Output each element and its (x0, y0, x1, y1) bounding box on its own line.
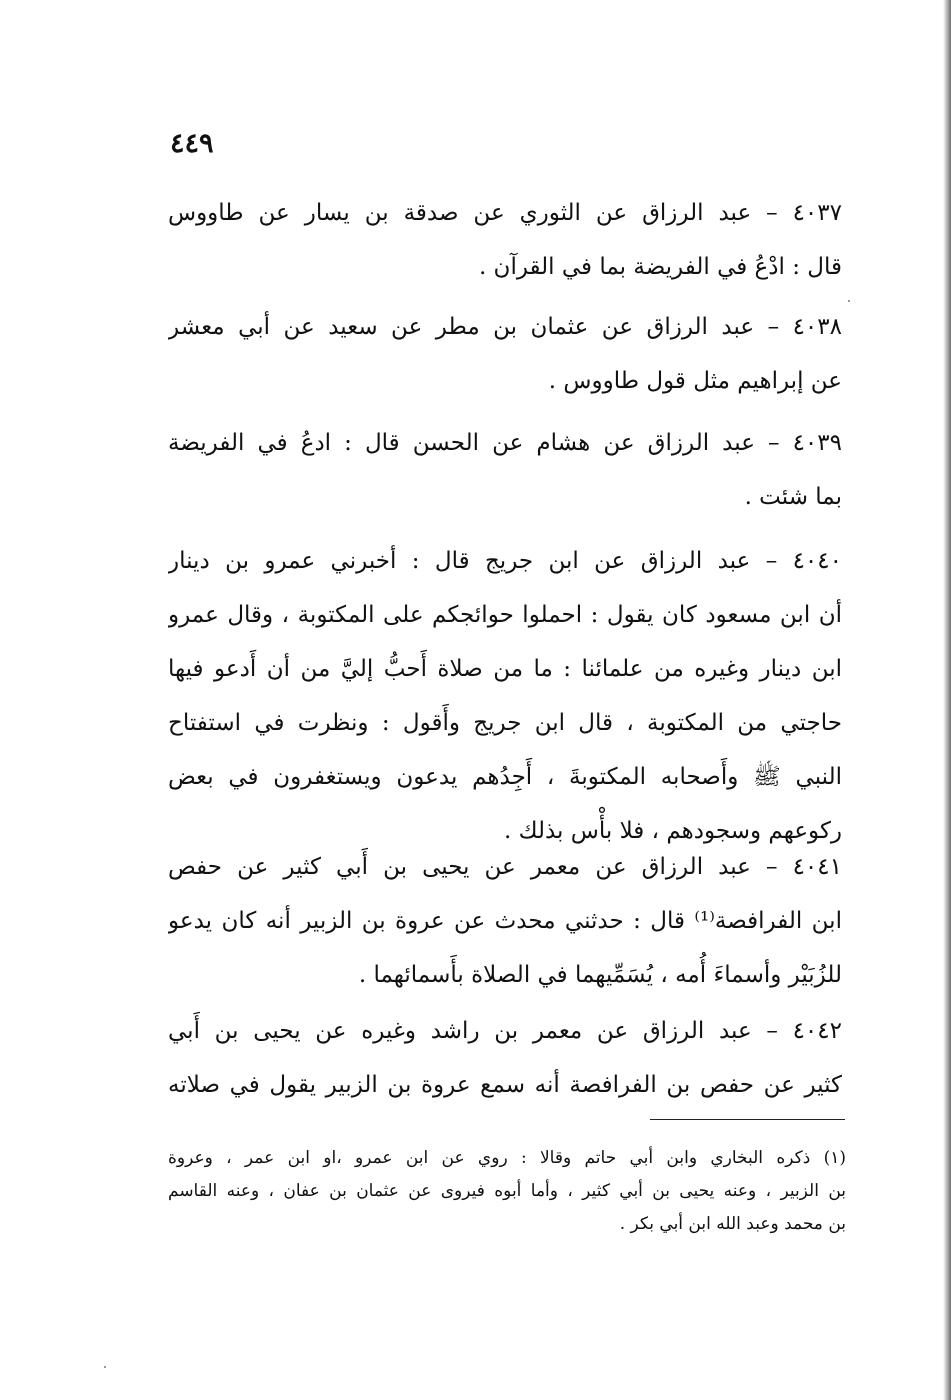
footnote-line: بن محمد وعبد الله ابن أبي بكر . (619, 1214, 846, 1234)
entry-line: ركوعهم وسجودهم ، فلا بأْس بذلك . (503, 818, 842, 844)
page-edge-shadow (943, 0, 951, 1400)
scan-speck (848, 300, 850, 302)
entry-line: ابن دينار وغيره من علمائنا : ما من صلاة أَحبُّ إليَّ من أن أَدعو فيها (168, 656, 842, 682)
entry-line: ٤٠٣٩ – عبد الرزاق عن هشام عن الحسن قال : ادعُ في الفريضة (168, 430, 842, 456)
hadith-entry-4040 (168, 534, 842, 858)
entry-line: ابن الفرافصة⁽¹⁾ قال : حدثني محدث عن عروة بن الزبير أنه كان يدعو (168, 908, 842, 934)
entry-line: حاجتي من المكتوبة ، قال ابن جريج وأَقول : ونظرت في استفتاح (168, 710, 842, 736)
hadith-entry-4039 (168, 416, 842, 524)
entry-line: ٤٠٤٠ – عبد الرزاق عن ابن جريج قال : أخبرني عمرو بن دينار (168, 548, 842, 574)
entry-line: قال : ادْعُ في الفريضة بما في القرآن . (478, 254, 842, 280)
entry-line: بما شئت . (744, 484, 842, 510)
footnote-separator (650, 1119, 845, 1120)
entry-line: ٤٠٤١ – عبد الرزاق عن معمر عن يحيى بن أَبي كثير عن حفص (168, 854, 842, 880)
footnote-line: (١) ذكره البخاري وابن أبي حاتم وقالا : روي عن ابن عمرو ،او ابن عمر ، وعروة (168, 1148, 846, 1168)
footnote-line: بن الزبير ، وعنه يحيى بن أبي كثير ، وأما أبوه فيروى عن عثمان بن عفان ، وعنه القاسم (168, 1181, 846, 1201)
entry-line: ٤٠٣٨ – عبد الرزاق عن عثمان بن مطر عن سعيد عن أبي معشر (168, 314, 842, 340)
hadith-entry-4037 (168, 186, 842, 294)
hadith-entry-4038 (168, 300, 842, 408)
entry-line: أن ابن مسعود كان يقول : احملوا حوائجكم على المكتوبة ، وقال عمرو (168, 602, 842, 628)
entry-line: ٤٠٤٢ – عبد الرزاق عن معمر بن راشد وغيره عن يحيى بن أَبي (168, 1018, 842, 1044)
scan-speck (104, 1366, 106, 1368)
entry-line: كثير عن حفص بن الفرافصة أنه سمع عروة بن الزبير يقول في صلاته (168, 1072, 842, 1098)
footnotes (168, 1142, 846, 1241)
entry-line: ٤٠٣٧ – عبد الرزاق عن الثوري عن صدقة بن يسار عن طاووس (168, 200, 842, 226)
entry-line: عن إبراهيم مثل قول طاووس . (548, 368, 842, 394)
entry-line: للزُبَيْر وأسماءَ أُمه ، يُسَمِّيهما في الصلاة بأَسمائهما . (358, 962, 842, 988)
hadith-entry-4041 (168, 840, 842, 1002)
page-number: ٤٤٩ (170, 128, 214, 159)
entry-line: النبي ﷺ وأَصحابه المكتوبةَ ، أَجِدُهم يدعون ويستغفرون في بعض (168, 764, 842, 790)
hadith-entry-4042 (168, 1004, 842, 1112)
